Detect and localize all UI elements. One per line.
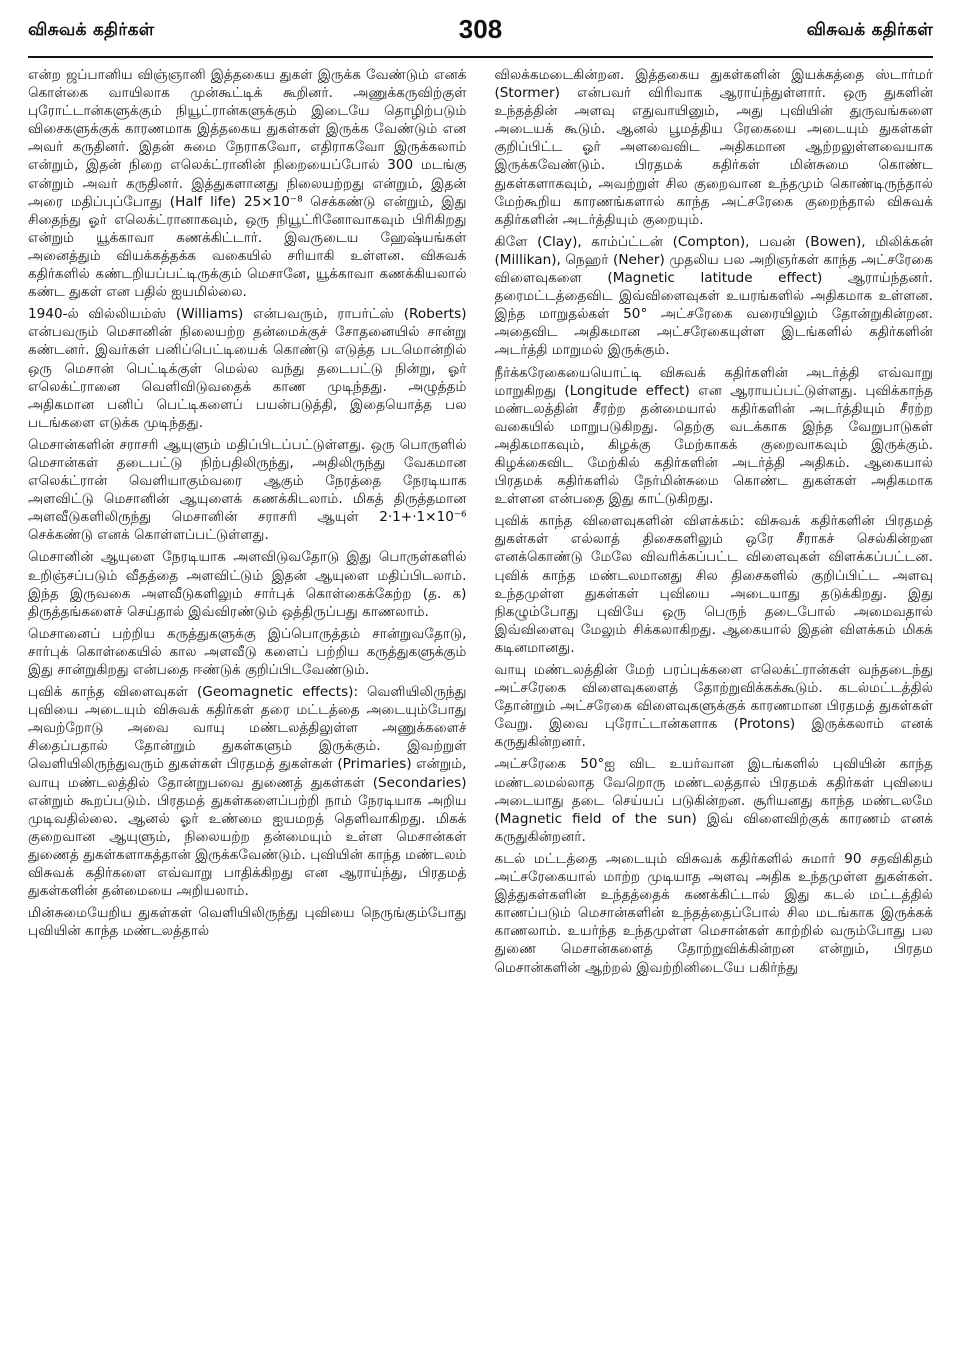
header-rule [28, 56, 933, 58]
paragraph: மெசானின் ஆயுளை நேரடியாக அளவிடுவதோடு இது பொருள்களில் உறிஞ்சப்படும் வீதத்தை அளவிட்டும் இதன் ஆயுளை மதிப்பிடலாம். இந்த இருவகை அளவீடுகளிலும் சார்புக் கொள்கைக்கேற்ற (த. க) திருத்தங்களைச் செய்தால் இவ்விரண்டும் ஒத்திருப்பது காணலாம். [28, 549, 467, 620]
text-columns [28, 66, 933, 1349]
left-column [28, 66, 467, 1349]
paragraph: மெசான்களின் சராசரி ஆயுளும் மதிப்பிடப்பட்டுள்ளது. ஒரு பொருளில் மெசான்கள் தடைபட்டு நிற்பதிலிருந்து, அதிலிருந்து வேகமான எலெக்ட்ரான் வெளியாகும்வரை ஆகும் நேரத்தை நேரடியாக அளவிட்டு மெசானின் ஆயுளைக் கணக்கிடலாம். மிகத் திருத்தமான அளவீடுகளிலிருந்து மெசானின் சராசரி ஆயுள் 2·1+·1×10⁻⁶ செக்கண்டு எனக் கொள்ளப்பட்டுள்ளது. [28, 436, 467, 544]
paragraph: விலக்கமடைகின்றன. இத்தகைய துகள்களின் இயக்கத்தை ஸ்டார்மர் (Stormer) என்பவர் விரிவாக ஆராய்ந்துள்ளார். ஒரு துகளின் உந்தத்தின் அளவு எதுவாயினும், அது புவியின் துருவங்களை அடையக் கூடும். ஆனல் பூமத்திய ரேகையை அடையும் துகள்கள் குறிப்பிட்ட ஓர் அளவைவிட அதிகமான ஆற்றலுள்ளவையாக இருக்கவேண்டும். பிரதமக் கதிர்கள் மின்சுமை கொண்ட துகள்களாகவும், அவற்றுள் சில குறைவான உந்தமும் கொண்டிருந்தால் மேற்கூறிய காரணங்களால் காந்த அட்சரேகை குறைந்தால் விசுவக் கதிர்களின் அடர்த்தியும் குறையும். [494, 67, 933, 228]
page-number: 308 [458, 14, 503, 44]
paragraph: மெசானைப் பற்றிய கருத்துகளுக்கு இப்பொருத்தம் சான்றுவதோடு, சார்புக் கொள்கையில் கால அளவீடு களைப் பற்றிய கருத்துகளுக்கும் இது சான்றுகிறது என்பதை ஈண்டுக் குறிப்பிடவேண்டும். [28, 625, 467, 678]
running-head-left: விசுவக் கதிர்கள் [28, 20, 155, 40]
paragraph: கடல் மட்டத்தை அடையும் விசுவக் கதிர்களில் சுமார் 90 சதவிகிதம் அட்சரேகையால் மாற்ற முடியாத அளவு அதிக உந்தமுள்ள துகள்கள். இத்துகள்களின் உந்தத்தைக் கணக்கிட்டால் இது கடல் மட்டத்தில் காணப்படும் மெசான்களின் உந்தத்தைப்போல் சில மடங்காக இருக்கக் காணலாம். உயர்ந்த உந்தமுள்ள மெசான்கள் காற்றில் வரும்போது பல துணை மெசான்களைத் தோற்றுவிக்கின்றன என்றும், பிரதம மெசான்களின் ஆற்றல் இவற்றினிடையே பகிர்ந்து [494, 850, 933, 976]
running-head-right: விசுவக் கதிர்கள் [806, 20, 933, 40]
right-column [495, 66, 934, 1349]
paragraph: புவிக் காந்த விளைவுகளின் விளக்கம்: விசுவக் கதிர்களின் பிரதமத் துகள்கள் எல்லாத் திசைகளிலும் ஒரே சீராகச் செல்கின்றன எனக்கொண்டு மேலே விவரிக்கப்பட்ட விளைவுகள் விளக்கப்பட்டன. புவிக் காந்த மண்டலமானது சில திசைகளில் குறிப்பிட்ட அளவு உந்தமுள்ள துகள்கள் புவியை அடையாது தடுக்கிறது. இது நிகழும்போது புவியே ஒரு பெருந் தடைபோல் அமைவதால் இவ்விளைவு மேலும் சிக்கலாகிறது. ஆகையால் இதன் விளக்கம் மிகக் கடினமானது. [494, 513, 933, 656]
paragraph: வாயு மண்டலத்தின் மேற் பரப்புக்களை எலெக்ட்ரான்கள் வந்தடைந்து அட்சரேகை விளைவுகளைத் தோற்றுவிக்கக்கூடும். கடல்மட்டத்தில் தோன்றும் அட்சரேகை விளைவுகளுக்குக் காரணமான பிரதமத் துகள்கள் வேறு. இவை புரோட்டான்களாக (Protons) இருக்கலாம் எனக் கருதுகின்றனர். [494, 662, 933, 751]
paragraph: நீர்க்கரேகையையொட்டி விசுவக் கதிர்களின் அடர்த்தி எவ்வாறு மாறுகிறது (Longitude effect) என ஆராயப்பட்டுள்ளது. புவிக்காந்த மண்டலத்தின் சீரற்ற தன்மையால் கதிர்களின் அடர்த்தியும் சீரற்ற வகையில் மாறுபடுகிறது. தெற்கு வடக்காக இந்த வேறுபாடுகள் அதிகமாகவும், கிழக்கு மேற்காகக் குறைவாகவும் இருக்கும். கிழக்கைவிட மேற்கில் கதிர்களின் அடர்த்தி அதிகம். ஆகையால் பிரதமக் கதிர்களில் நேர்மின்சுமை கொண்ட துகள்கள் அதிகமாக உள்ளன என்பதை இது காட்டுகிறது. [494, 364, 933, 508]
page-header [28, 14, 933, 54]
paragraph: என்ற ஜப்பானிய விஞ்ஞானி இத்தகைய துகள் இருக்க வேண்டும் எனக் கொள்கை வாயிலாக முன்கூட்டிக் கூறினர். அணுக்கருவிற்குள் புரோட்டான்களுக்கும் நியூட்ரான்களுக்கும் இடையே தொழிற்படும் விசைகளுக்குக் காரணமாக இத்தகைய துகள்கள் இருக்க வேண்டும் என அவர் கருதினர். இதன் சுமை நேராகவோ, எதிராகவோ இருக்கலாம் என்றும், இதன் நிறை எலெக்ட்ரானின் நிறையைப்போல் 300 மடங்கு என்றும் அவர் கருதினர். இத்துகளானது நிலையற்றது என்றும், இதன் அரை மதிப்புப்போது (Half life) 25×10⁻⁸ செக்கண்டு என்றும், இது சிதைந்து ஓர் எலெக்ட்ரானாகவும், ஒரு நியூட்ரினோவாகவும் பிரிகிறது என்றும் யூக்காவா கணக்கிட்டார். இவருடைய ஹேஷ்யங்கள் அனைத்தும் வியக்கத்தக்க வகையில் சரியாகி உள்ளன. விசுவக் கதிர்களில் கண்டறியப்பட்டிருக்கும் மெசானே, யூக்காவா கணக்கியலால் கண்ட துகள் என பதில் ஐயமில்லை. [28, 67, 467, 301]
paragraph: புவிக் காந்த விளைவுகள் (Geomagnetic effects): வெளியிலிருந்து புவியை அடையும் விசுவக் கதிர்கள் தரை மட்டத்தை அடையும்போது அவற்றோடு அவை வாயு மண்டலத்திலுள்ள அணுக்களைச் சிதைப்பதால் தோன்றும் துகள்களும் இருக்கும். இவற்றுள் வெளியிலிருந்துவரும் துகள்கள் பிரதமத் துகள்கள் (Primaries) என்றும், வாயு மண்டலத்தில் தோன்றுபவை துணைத் துகள்கள் (Secondaries) என்றும் கூறப்படும். பிரதமத் துகள்களைப்பற்றி நாம் நேரடியாக அறிய முடிவதில்லை. ஆனல் ஓர் உண்மை ஐயமறத் தெளிவாகிறது. மிகக் குறைவான ஆயுளும், நிலையற்ற தன்மையும் உள்ள மெசான்கள் துணைத் துகள்களாகத்தான் இருக்கவேண்டும். புவியின் காந்த மண்டலம் விசுவக் கதிர்களை எவ்வாறு பாதிக்கிறது என ஆராய்ந்து, பிரதமத் துகள்களின் தன்மையை அறியலாம். [28, 684, 467, 900]
paragraph: கிளே (Clay), காம்ப்ட்டன் (Compton), பவன் (Bowen), மிலிக்கன் (Millikan), நெஹர் (Neher) முதலிய பல அறிஞர்கள் காந்த அட்சரேகை விளைவுகளை (Magnetic latitude effect) ஆராய்ந்தனர். தரைமட்டத்தைவிட இவ்விளைவுகள் உயரங்களில் அதிகமாக உள்ளன. இந்த மாறுதல்கள் 50° அட்சரேகை வரையிலும் தோன்றுகின்றன. அதைவிட அதிகமான அட்சரேகையுள்ள இடங்களில் கதிர்களின் அடர்த்தி மாறுமல் இருக்கும். [494, 233, 933, 359]
paragraph: 1940-ல் வில்லியம்ஸ் (Williams) என்பவரும், ராபர்ட்ஸ் (Roberts) என்பவரும் மெசானின் நிலையற்ற தன்மைக்குச் சோதனையில் சான்று கண்டனர். இவர்கள் பனிப்பெட்டியைக் கொண்டு எடுத்த படமொன்றில் ஒரு மெசான் பெட்டிக்குள் மெல்ல வந்து தடைபட்டு நின்று, ஓர் எலெக்ட்ரானை வெளிவிடுவதைக் காண முடிந்தது. அழுத்தம் அதிகமான பனிப் பெட்டிகளைப் பயன்படுத்தி, இதையொத்த பல படங்களை எடுக்க முடிந்தது. [28, 306, 467, 431]
paragraph: மின்சுமையேறிய துகள்கள் வெளியிலிருந்து புவியை நெருங்கும்போது புவியின் காந்த மண்டலத்தால் [28, 905, 467, 940]
paragraph: அட்சரேகை 50°ஐ விட உயர்வான இடங்களில் புவியின் காந்த மண்டலமல்லாத வேறொரு மண்டலத்தால் பிரதமக் கதிர்கள் புவியை அடையாது தடை செய்யப் படுகின்றன. சூரியனது காந்த மண்டலமே (Magnetic field of the sun) இவ் விளைவிற்குக் காரணம் எனக் கருதுகின்றனர். [494, 756, 933, 845]
